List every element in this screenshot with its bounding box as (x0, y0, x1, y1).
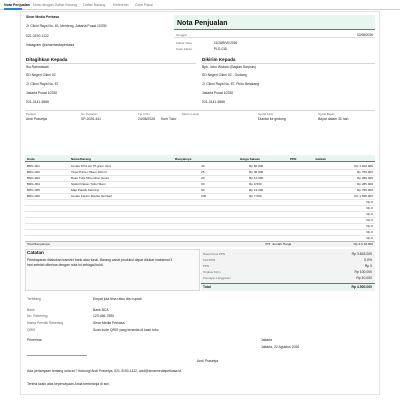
tab-referensi[interactable]: Referensi (113, 2, 129, 7)
notes-line: hari setelah diterima dengan nota ini sebagai bukti. (27, 263, 104, 267)
summary-label: Ongkos Kirim (203, 270, 221, 274)
summary-value[interactable]: Rp 100.000 (354, 270, 372, 274)
summary-value[interactable]: 0,0% (364, 258, 372, 262)
cell-name: Tinta Printer Hitam 100 ml (71, 170, 107, 174)
tab-nota-penjualan[interactable]: Nota Penjualan (4, 2, 30, 7)
cell-code: BRG-001 (27, 164, 40, 168)
cell-price: Rp 7.500 (249, 194, 262, 198)
notes-panel (25, 249, 200, 291)
cell-total: Rp 750.000 (357, 188, 373, 192)
cell-code: BRG-002 (27, 170, 40, 174)
summary-label: Dasar Kena PPN (203, 252, 226, 256)
shipping-line: Bpk. Joko Widodo (Bagian Sarpras) (202, 65, 256, 69)
info-value[interactable]: Kurir Toko (161, 117, 177, 121)
info-value[interactable]: Andi Prasetya (26, 117, 48, 121)
table-footer (25, 241, 375, 247)
seller-address: Jl. Cikini Raya No. 45, Menteng, Jakarta Pusat 10330 (26, 24, 107, 28)
col-header-ppn: PPN (290, 156, 297, 161)
invoice-sheet (20, 11, 380, 395)
empty-row-total[interactable]: Rp 0 (366, 230, 373, 234)
col-header-qty: Banyaknya (175, 156, 192, 161)
date-label: Tanggal (176, 32, 187, 37)
meta-code-row (174, 46, 375, 52)
cell-qty: 20 (201, 176, 205, 180)
col-header-name: Nama Barang (71, 156, 91, 161)
cell-code: BRG-004 (27, 182, 40, 186)
cell-price: Rp 14.000 (249, 176, 264, 180)
signature-left-label: Penerima (27, 338, 42, 342)
shipping-line: Jl. Cikini Raya No. 87, Pintu Belakang (202, 82, 260, 86)
footer-sum: Rp 4.5 18.000 (353, 242, 373, 246)
cell-qty: 25 (201, 170, 205, 174)
info-header: Dikirim Lewat (182, 111, 199, 116)
shipping-title: Dikirim Kepada (202, 57, 236, 62)
payment-label: Nama Pemilik Rekening (27, 321, 64, 325)
notes-line: Pembayaran dilakukan transfer bank atau tunai. Barang cacat produksi dapat ditukar maksimal 3 (27, 258, 173, 262)
signature-name: Andi Prasetya (197, 359, 219, 363)
cell-total: Rp 280.000 (357, 176, 373, 180)
payment-value: Bank BCA (93, 308, 109, 312)
cell-qty: 60 (201, 188, 205, 192)
meta-date-row (174, 32, 375, 38)
empty-row-total[interactable]: Rp 0 (366, 218, 373, 222)
info-header: Tgl. Kirim (138, 111, 150, 116)
active-tab-indicator (4, 8, 22, 9)
empty-row-total[interactable]: Rp 0 (366, 224, 373, 228)
billing-line: Jl. Cikini Raya No. 87 (26, 82, 59, 86)
tab-nota-daftar-barang[interactable]: Nota dengan Daftar Barang (33, 2, 77, 7)
billing-line: SD Negeri Cikini 02 (26, 73, 56, 77)
summary-label: Potongan Langganan (203, 276, 231, 280)
code-value[interactable]: PLG-018 (214, 46, 227, 51)
cell-total: Rp 285.000 (357, 182, 373, 186)
info-header: Penjual (26, 111, 36, 116)
info-header: Syarat Kirim (258, 111, 274, 116)
empty-row-total[interactable]: Rp 0 (366, 200, 373, 204)
summary-label: PPN (203, 264, 209, 268)
contact-line: Ada pertanyaan tentang nota ini? Hubungi Andi Prasetya, 021-3190-1122, andi@sinarmediaperkasa.id. (27, 369, 182, 373)
info-header: No. Pesanan (81, 111, 98, 116)
cell-code: BRG-006 (27, 194, 40, 198)
payment-value: Sinar Media Perkasa (93, 321, 125, 325)
cell-qty: 200 (201, 194, 207, 198)
date-value[interactable]: 02/08/2026 (357, 32, 373, 37)
cell-name: Kertas Karton Manila (lembar) (71, 194, 113, 198)
cell-price: Rp 9.500 (249, 182, 262, 186)
amount-words-label: Terbilang (27, 297, 41, 301)
thanks-line: Terima kasih atas kepercayaan Anda berbelanja di sini. (27, 382, 110, 386)
footer-qty: 375 (265, 242, 271, 246)
seller-instagram: Instagram @sinarmediaperkasa (26, 43, 75, 47)
billing-title: Ditagihkan Kepada (26, 57, 68, 62)
cell-price: Rp 14.000 (249, 188, 264, 192)
amount-words: Empat juta lima ratus ribu rupiah (93, 297, 142, 301)
page-title: Nota Penjualan (177, 19, 228, 27)
payment-value: 123-456-7890 (93, 314, 115, 318)
col-header-total: Jumlah (315, 156, 326, 161)
summary-value: Rp 0 (364, 264, 372, 268)
cell-name: Buku Tulis 58 lembar (lusin) (71, 176, 110, 180)
col-header-code: Kode (27, 156, 35, 161)
cell-code: BRG-005 (27, 188, 40, 192)
col-header-price: Harga Satuan (240, 156, 260, 161)
billing-line: 021-3141-5566 (26, 100, 50, 104)
cell-price: Rp 50.000 (249, 164, 264, 168)
tab-cara-pakai[interactable]: Cara Pakai (135, 2, 153, 7)
sheet-tabs (0, 0, 400, 10)
invoice-label: Faktur Nota (176, 40, 192, 45)
footer-qty-label: Jumlah Harga (272, 242, 292, 246)
summary-label: Tarif PPN (203, 258, 216, 262)
summary-value[interactable]: Rp 10.000 (356, 276, 372, 280)
cell-qty: 40 (201, 164, 205, 168)
cell-name: Kertas HVS A4 75 gram (rim) (71, 164, 112, 168)
footer-label: Total Banyaknya (27, 242, 50, 246)
invoice-value[interactable]: 11/2AR/VII/2026 (214, 40, 238, 45)
summary-total-label: Total (203, 284, 211, 289)
signature-right-label: Jakarta (261, 338, 273, 342)
cell-total: Rp 750.000 (357, 170, 373, 174)
info-header: Syarat Bayar (318, 111, 335, 116)
empty-row-total[interactable]: Rp 0 (366, 212, 373, 216)
cell-total: Rp 1.160.000 (354, 164, 373, 168)
cell-name: Map Plastik Kancing (71, 188, 100, 192)
signature-city-date: Jakarta, 22 Agustus 2026 (261, 345, 300, 349)
cell-code: BRG-003 (27, 176, 40, 180)
payment-label: Bank (27, 308, 35, 312)
title-bar (174, 15, 375, 30)
shipping-line: 021-3141-5566 (202, 100, 226, 104)
tab-daftar-barang[interactable]: Daftar Barang (83, 2, 106, 7)
info-value[interactable]: SP-2026-441 (81, 117, 101, 121)
shipping-line: SD Negeri Cikini 02 - Gudang (202, 73, 247, 77)
code-label: Kode Faktur (176, 46, 193, 51)
seller-name: Sinar Media Perkasa (26, 15, 59, 19)
empty-row-total[interactable]: Rp 0 (366, 206, 373, 210)
summary-value: Rp 3.818.000 (351, 252, 372, 256)
payment-value: Scan kode QRIS yang tersedia di kasir toko (93, 328, 159, 332)
notes-title: Catatan (27, 250, 44, 255)
billing-line: Ibu Rahmawati (26, 65, 49, 69)
summary-total-value: Rp 4.500.000 (351, 284, 372, 289)
info-value[interactable]: Bayar dalam 30 hari (318, 117, 349, 121)
payment-label: QRIS (27, 328, 36, 332)
cell-name: Spidol Papan Tulis Hitam (71, 182, 106, 186)
empty-row-total[interactable]: Rp 0 (366, 236, 373, 240)
summary-total-row (201, 283, 375, 290)
seller-phone: 021-3190-1122 (26, 34, 49, 38)
info-value[interactable]: Diantar ke gedung (258, 117, 286, 121)
cell-price: Rp 30.000 (249, 170, 264, 174)
payment-label: No. Rekening (27, 314, 48, 318)
billing-line: Jakarta Pusat 10330 (26, 91, 58, 95)
info-value[interactable]: 24/08/2026 (138, 117, 155, 121)
cell-qty: 30 (201, 182, 205, 186)
cell-total: Rp 1.500.000 (354, 194, 373, 198)
shipping-line: Jakarta Pusat 10330 (202, 91, 234, 95)
